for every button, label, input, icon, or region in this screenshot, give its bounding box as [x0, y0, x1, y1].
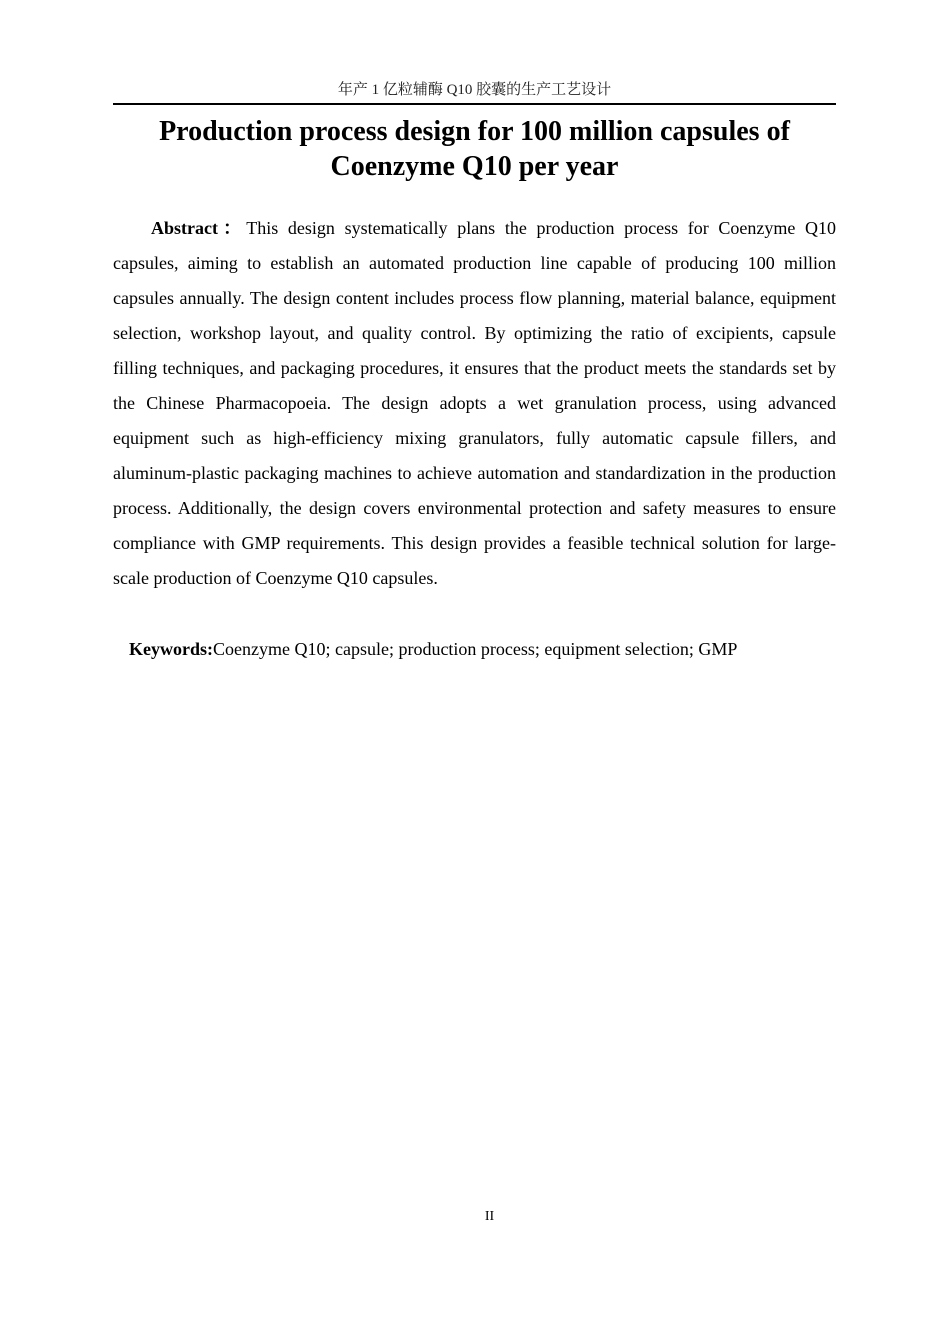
keywords-text: Coenzyme Q10; capsule; production process; equipment selection; GMP — [213, 639, 738, 659]
header-rule — [113, 103, 836, 105]
keywords-paragraph — [129, 632, 836, 667]
abstract-text: This design systematically plans the production process for Coenzyme Q10 capsules, aiming to establish an automated production line capable of producing 100 million capsules annually. The design content includes process flow planning, material balance, equipment selection, workshop layout, and quality control. By optimizing the ratio of excipients, capsule filling techniques, and packaging procedures, it ensures that the product meets the standards set by the Chinese Pharmacopoeia. The design adopts a wet granulation process, using advanced equipment such as high-efficiency mixing granulators, fully automatic capsule fillers, and aluminum-plastic packaging machines to achieve automation and standardization in the production process. Additionally, the design covers environmental protection and safety measures to ensure compliance with GMP requirements. This design provides a feasible technical solution for large-scale production of Coenzyme Q10 capsules. — [113, 218, 836, 588]
page-title: Production process design for 100 million capsules of Coenzyme Q10 per year — [159, 116, 790, 182]
abstract-paragraph — [113, 211, 836, 596]
page-number: II — [484, 1209, 495, 1224]
abstract-label: Abstract： — [151, 218, 247, 238]
keywords-label: Keywords: — [129, 639, 213, 659]
running-header: 年产 1 亿粒辅酶 Q10 胶囊的生产工艺设计 — [337, 82, 612, 98]
